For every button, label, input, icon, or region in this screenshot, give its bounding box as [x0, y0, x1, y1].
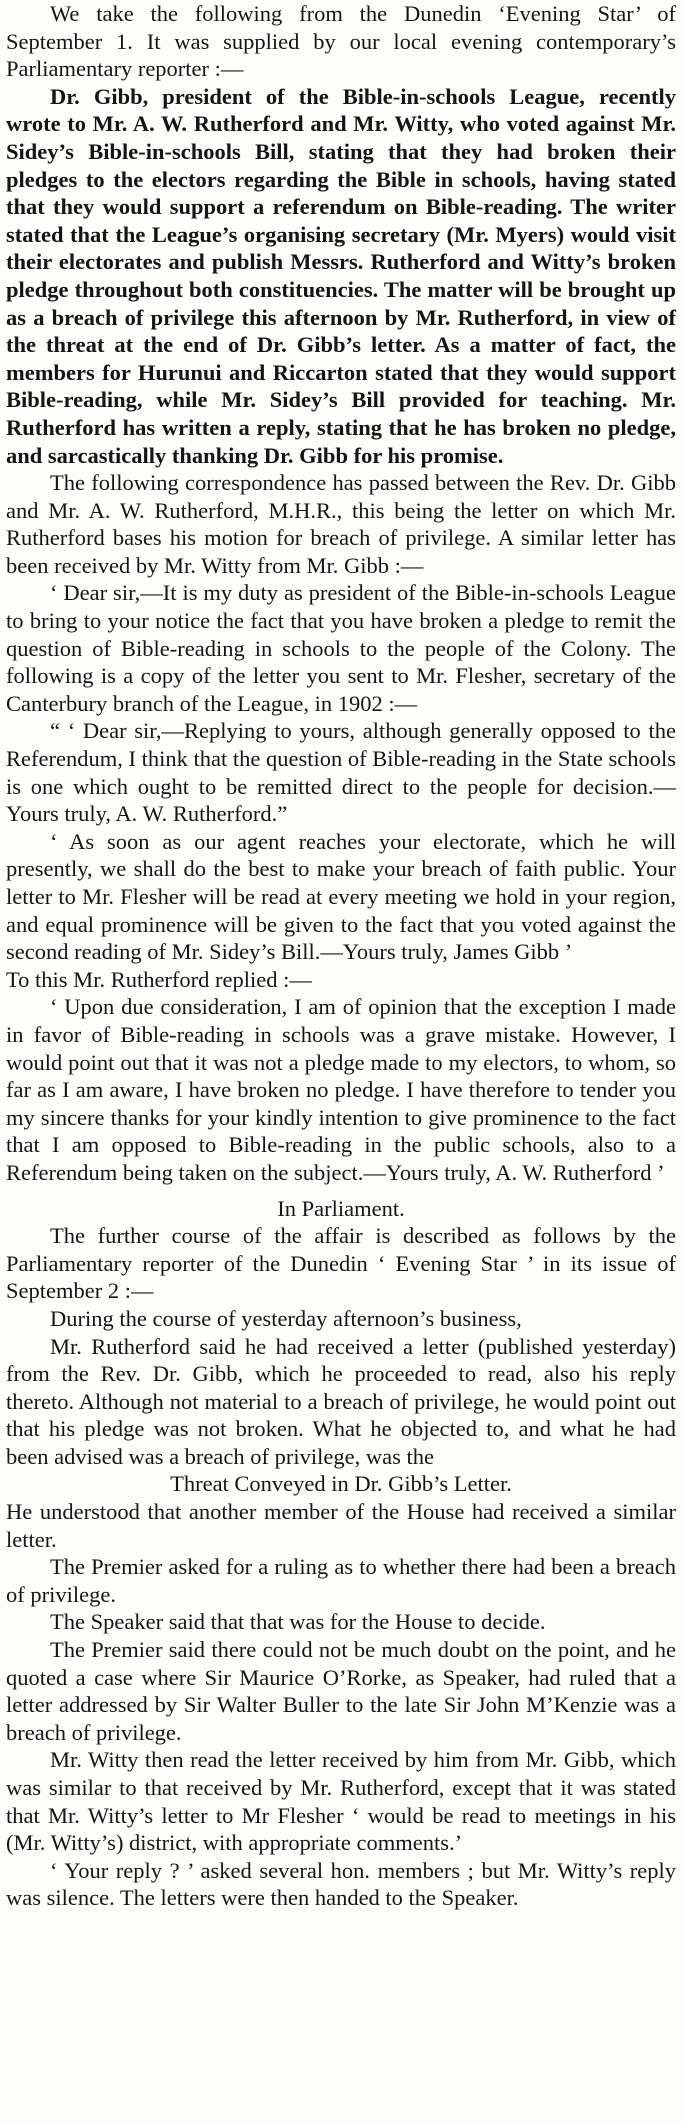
intro-paragraph: We take the following from the Dunedin ‘Evening Star’ of September 1. It was supplied by our local evening contemporary’s Parliamentary reporter :— [6, 1, 676, 82]
report-paragraph: Dr. Gibb, president of the Bible-in-schools League, recently wrote to Mr. A. W. Rutherford and Mr. Witty, who voted against Mr. Sidey’s Bible-in-schools Bill, stating that they had broken their pledges to the electors regarding the Bible in schools, having stated that they would support a referendum on Bible-reading. The writer stated that the League’s organising secretary (Mr. Myers) would visit their electorates and publish Messrs. Rutherford and Witty’s broken pledge throughout both constituencies. The matter will be brought up as a breach of privilege this afternoon by Mr. Rutherford, in view of the threat at the end of Dr. Gibb’s letter. As a matter of fact, the members for Hurunui and Riccarton stated that they would support Bible-reading, while Mr. Sidey’s Bill provided for teaching. Mr. Rutherford has written a reply, stating that he has broken no pledge, and sarcastically thanking Dr. Gibb for his promise. [6, 83, 676, 468]
premier-ruling-paragraph: The Premier asked for a ruling as to whether there had been a breach of privilege. [6, 1554, 676, 1607]
gibb-letter-closing: ‘ As soon as our agent reaches your electorate, which he will presently, we shall do the best to make your breach of faith public. Your letter to Mr. Flesher will be read at every meeting we hold in your region, and equal prominence will be given to the fact that you voted against the second reading of Mr. Sidey’s Bill.—Yours truly, James Gibb ’ [6, 828, 676, 965]
rutherford-statement: Mr. Rutherford said he had received a letter (published yesterday) from the Rev. Dr. Gibb, which he proceeded to read, also his reply thereto. Although not material to a breach of privilege, he would point out that his pledge was not broken. What he objected to, and what he had been advised was a breach of privilege, was the [6, 1333, 676, 1469]
premier-precedent-paragraph: The Premier said there could not be much doubt on the point, and he quoted a case where Sir Maurice O’Rorke, as Speaker, had ruled that a letter addressed by Sir Walter Buller to the late Sir John M’Kenzie was a breach of privilege. [6, 1637, 676, 1745]
gibb-letter-paragraph: ‘ Dear sir,—It is my duty as president of the Bible-in-schools League to bring to your notice the fact that you have broken a pledge to remit the question of Bible-reading in schools to the people of the Colony. The following is a copy of the letter you sent to Mr. Flesher, secretary of the Canterbury branch of the League, in 1902 :— [6, 580, 676, 716]
rutherford-reply: ‘ Upon due consideration, I am of opinion that the exception I made in favor of Bible-reading in schools was a grave mistake. However, I would point out that it was not a pledge made to my electors, to whom, so far as I am aware, I have broken no pledge. I have therefore to tender you my sincere thanks for your kindly intention to give prominence to the fact that I am opposed to Bible-reading in the public schools, also to a Referendum being taken on the subject.—Yours truly, A. W. Rutherford ’ [6, 994, 676, 1185]
business-paragraph: During the course of yesterday afternoon’s business, [50, 1305, 522, 1331]
subheading: Threat Conveyed in Dr. Gibb’s Letter. [170, 1471, 512, 1497]
speaker-paragraph: The Speaker said that that was for the House to decide. [50, 1609, 546, 1635]
parliament-intro: The further course of the affair is described as follows by the Parliamentary reporter of the Dunedin ‘ Evening Star ’ in its issue of September 2 :— [6, 1223, 676, 1304]
correspondence-intro-paragraph: The following correspondence has passed between the Rev. Dr. Gibb and Mr. A. W. Rutherford, M.H.R., this being the letter on which Mr. Rutherford bases his motion for breach of privilege. A similar letter has been received by Mr. Witty from Mr. Gibb :— [6, 470, 676, 578]
reply-intro: To this Mr. Rutherford replied :— [6, 966, 312, 992]
closing-paragraph: ‘ Your reply ? ’ asked several hon. members ; but Mr. Witty’s reply was silence. The letters were then handed to the Speaker. [6, 1857, 676, 1911]
section-heading: In Parliament. [277, 1195, 405, 1221]
understood-paragraph: He understood that another member of the House had received a similar letter. [6, 1499, 676, 1552]
quoted-rutherford-letter: “ ‘ Dear sir,—Replying to yours, although generally opposed to the Referendum, I think that the question of Bible-reading in the State schools is one which ought to be remitted direct to the people for decision.—Yours truly, A. W. Rutherford.” [6, 718, 676, 827]
article-column [6, 0, 676, 1912]
witty-letter-paragraph: Mr. Witty then read the letter received by him from Mr. Gibb, which was similar to that received by Mr. Rutherford, except that it was stated that Mr. Witty’s letter to Mr Flesher ‘ would be read to meetings in his (Mr. Witty’s) district, with appropriate comments.’ [6, 1747, 676, 1856]
